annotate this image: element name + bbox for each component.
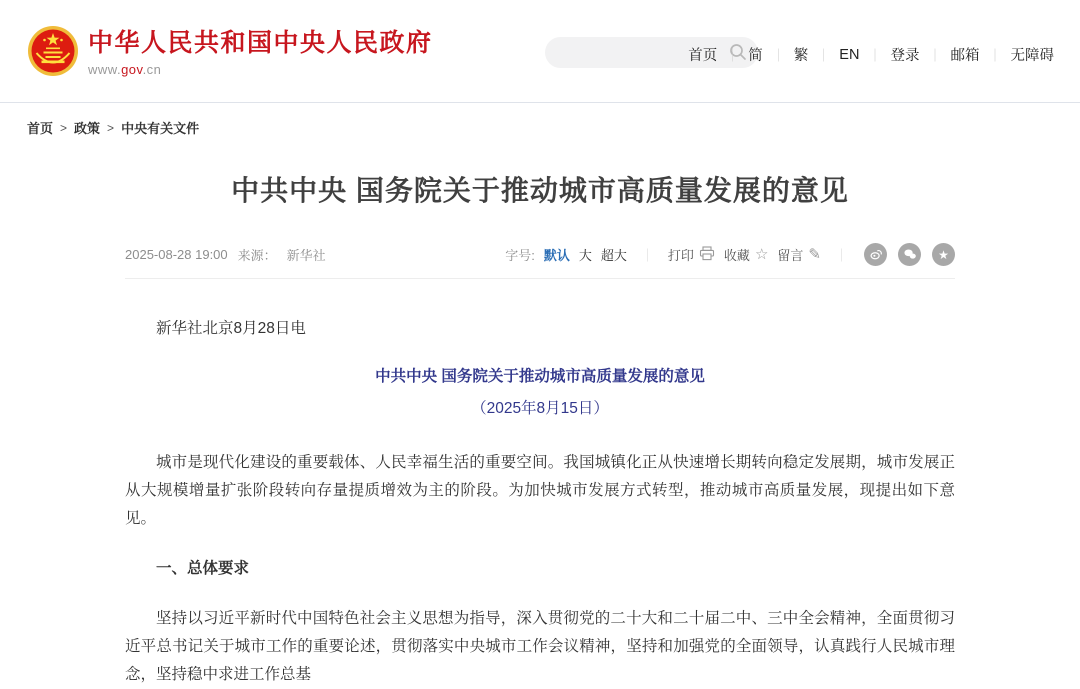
breadcrumb-home[interactable]: 首页 (27, 121, 54, 136)
publish-date: 2025-08-28 19:00 (125, 247, 228, 263)
wechat-icon (903, 248, 917, 262)
paragraph-intro: 城市是现代化建设的重要载体、人民幸福生活的重要空间。我国城镇化正从快速增长期转向稳定发展期，城市发展正从大规模增量扩张阶段转向存量提质增效为主的阶段。为加快城市发展方式转型，推动城市高质量发展，现提出如下意见。 (125, 454, 955, 528)
favorite-button[interactable] (724, 245, 768, 264)
qzone-star-icon: ★ (938, 247, 949, 262)
national-emblem-icon (27, 25, 79, 77)
site-url (88, 62, 433, 77)
nav-home[interactable]: 首页 (688, 48, 718, 64)
star-icon: ☆ (754, 246, 769, 264)
article-body (125, 315, 955, 689)
paragraph-guiding: 坚持以习近平新时代中国特色社会主义思想为指导，深入贯彻党的二十大和二十届二中、三中全会精神，全面贯彻习近平总书记关于城市工作的重要论述，贯彻落实中央城市工作会议精神，坚持和加强党的全面领导，认真践行人民城市理念，坚持稳中求进工作总基 (125, 610, 955, 684)
comment-button[interactable] (777, 245, 821, 264)
toolbar-separator: ｜ (640, 248, 654, 264)
document-date: （2025年8月15日） (471, 400, 609, 418)
page-title: 中共中央 国务院关于推动城市高质量发展的意见 (231, 175, 849, 206)
article-toolbar (505, 243, 955, 266)
site-url-suffix: .cn (142, 62, 162, 77)
breadcrumb-separator: > (107, 120, 115, 135)
print-label: 打印 (667, 248, 694, 264)
article-meta (125, 245, 326, 264)
site-brand[interactable] (27, 25, 433, 77)
nav-mail[interactable]: 邮箱 (950, 48, 980, 64)
article-page (125, 173, 955, 689)
nav-separator: ｜ (988, 48, 1002, 63)
site-header (0, 0, 1080, 103)
nav-traditional[interactable]: 繁 (793, 48, 809, 64)
nav-separator: ｜ (771, 48, 785, 63)
meta-divider (125, 278, 955, 279)
site-url-gov: gov (121, 62, 143, 77)
font-size-default-button[interactable]: 默认 (543, 248, 570, 264)
article-meta-row (125, 243, 955, 266)
favorite-label: 收藏 (723, 248, 750, 264)
comment-label: 留言 (777, 248, 804, 264)
nav-separator: ｜ (928, 48, 942, 63)
site-title[interactable]: 中华人民共和国中央人民政府 (88, 29, 433, 57)
print-button[interactable] (668, 245, 715, 264)
nav-accessibility[interactable]: 无障碍 (1010, 48, 1054, 64)
printer-icon (699, 246, 715, 264)
weibo-icon (869, 247, 883, 263)
toolbar-separator: ｜ (834, 248, 848, 264)
section-heading-1: 一、总体要求 (156, 560, 250, 578)
document-title: 中共中央 国务院关于推动城市高质量发展的意见 (375, 368, 705, 386)
share-weibo-button[interactable] (864, 243, 887, 266)
breadcrumb-separator: > (60, 120, 68, 135)
font-size-large-button[interactable]: 大 (578, 248, 592, 264)
source-label: 来源： (237, 248, 277, 264)
nav-separator: ｜ (726, 48, 740, 63)
nav-simplified[interactable]: 简 (748, 48, 763, 64)
nav-separator: ｜ (868, 48, 882, 63)
brand-text (88, 25, 433, 77)
dateline: 新华社北京8月28日电 (156, 320, 306, 338)
source-name[interactable]: 新华社 (286, 248, 326, 264)
breadcrumb-current: 中央有关文件 (121, 121, 200, 136)
font-size-xlarge-button[interactable]: 超大 (600, 248, 627, 264)
site-url-prefix: www. (88, 62, 122, 77)
font-size-label: 字号: (505, 248, 535, 264)
nav-english[interactable]: EN (839, 46, 860, 63)
top-nav (688, 44, 1054, 65)
nav-separator: ｜ (817, 48, 831, 63)
nav-login[interactable]: 登录 (890, 48, 920, 64)
breadcrumb (27, 118, 1080, 137)
share-wechat-button[interactable] (898, 243, 921, 266)
pencil-icon: ✎ (808, 246, 821, 264)
share-qzone-button[interactable] (932, 243, 955, 266)
breadcrumb-policy[interactable]: 政策 (74, 121, 101, 136)
